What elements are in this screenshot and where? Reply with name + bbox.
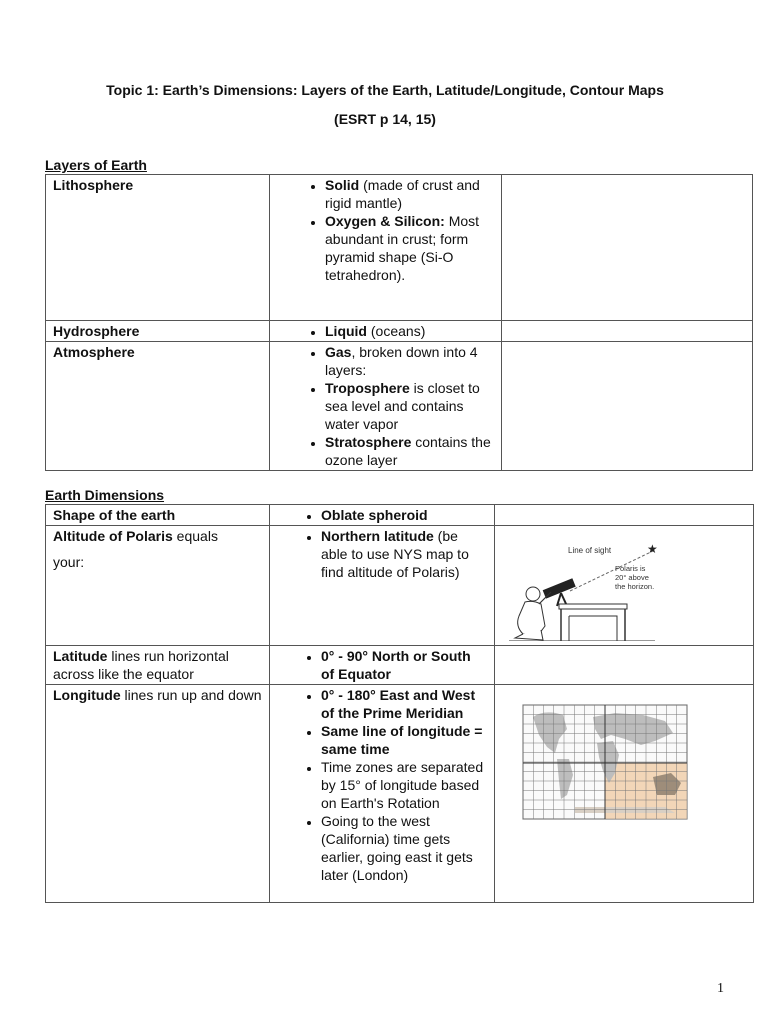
list-item: • Stratosphere contains the ozone layer [325, 433, 494, 469]
layer-name-cell [46, 175, 270, 321]
list-item: • Troposphere is closet to sea level and contains water vapor [325, 379, 494, 433]
layer-desc-cell [270, 342, 502, 471]
layer-name: Lithosphere [53, 177, 134, 193]
layer-name-cell [46, 321, 270, 342]
table-row [46, 321, 753, 342]
list-item: • 0° - 180° East and West of the Prime Meridian [321, 686, 487, 722]
layer-name: Hydrosphere [53, 323, 140, 339]
dimension-name-cell: Shape of the earth [46, 505, 270, 526]
list-item: • Liquid (oceans) [325, 322, 494, 340]
list-item: • Oblate spheroid [321, 506, 487, 524]
bullet-list [277, 322, 494, 340]
dimension-name-cell: Altitude of Polaris equals your: [46, 526, 270, 646]
polaris-figure-cell [495, 526, 754, 646]
polaris-label: Polaris is [615, 564, 646, 573]
bullet-list [277, 527, 487, 581]
map-figure-cell [495, 685, 754, 903]
page-title: Topic 1: Earth’s Dimensions: Layers of the Earth, Latitude/Longitude, Contour Maps [106, 82, 664, 98]
star-icon: ★ [647, 542, 658, 556]
empty-cell [502, 342, 753, 471]
page-subtitle: (ESRT p 14, 15) [334, 111, 436, 127]
dimension-name-cell: Latitude lines run horizontal across like the equator [46, 646, 270, 685]
list-item: • Same line of longitude = same time [321, 722, 487, 758]
layer-name-cell [46, 342, 270, 471]
table-row [46, 646, 754, 685]
empty-cell [495, 646, 754, 685]
layer-desc-cell [270, 175, 502, 321]
dimension-desc-cell [270, 526, 495, 646]
table-row [46, 526, 754, 646]
list-item: • Going to the west (California) time gets earlier, going east it gets later (London) [321, 812, 487, 884]
list-item: • Oxygen & Silicon: Most abundant in crust; form pyramid shape (Si-O tetrahedron). [325, 212, 494, 284]
dimensions-table [45, 504, 754, 903]
empty-cell [502, 175, 753, 321]
bullet-list [277, 647, 487, 683]
layers-heading: Layers of Earth [45, 157, 147, 173]
bullet-list [277, 506, 487, 524]
bullet-list [277, 686, 487, 884]
polaris-label: 20° above [615, 573, 649, 582]
list-item: • 0° - 90° North or South of Equator [321, 647, 487, 683]
line-of-sight-label: Line of sight [568, 546, 612, 555]
world-map-grid-icon [515, 699, 695, 827]
list-item: • Gas, broken down into 4 layers: [325, 343, 494, 379]
list-item: • Northern latitude (be able to use NYS map to find altitude of Polaris) [321, 527, 487, 581]
dimension-desc-cell [270, 505, 495, 526]
layer-desc-cell [270, 321, 502, 342]
table-row [46, 685, 754, 903]
bullet-list [277, 343, 494, 469]
table-row [46, 342, 753, 471]
polaris-label: the horizon. [615, 582, 655, 591]
table-row [46, 175, 753, 321]
dimensions-heading: Earth Dimensions [45, 487, 165, 503]
page-number: 1 [717, 981, 724, 996]
table-row [46, 505, 754, 526]
list-item: • Solid (made of crust and rigid mantle) [325, 176, 494, 212]
empty-cell [502, 321, 753, 342]
dimension-desc-cell [270, 646, 495, 685]
empty-cell [495, 505, 754, 526]
polaris-observer-image [495, 526, 753, 641]
layers-table [45, 174, 753, 471]
layer-name: Atmosphere [53, 344, 135, 360]
list-item: • Time zones are separated by 15° of longitude based on Earth's Rotation [321, 758, 487, 812]
bullet-list [277, 176, 494, 284]
dimension-name-cell: Longitude lines run up and down [46, 685, 270, 903]
dimension-desc-cell [270, 685, 495, 903]
